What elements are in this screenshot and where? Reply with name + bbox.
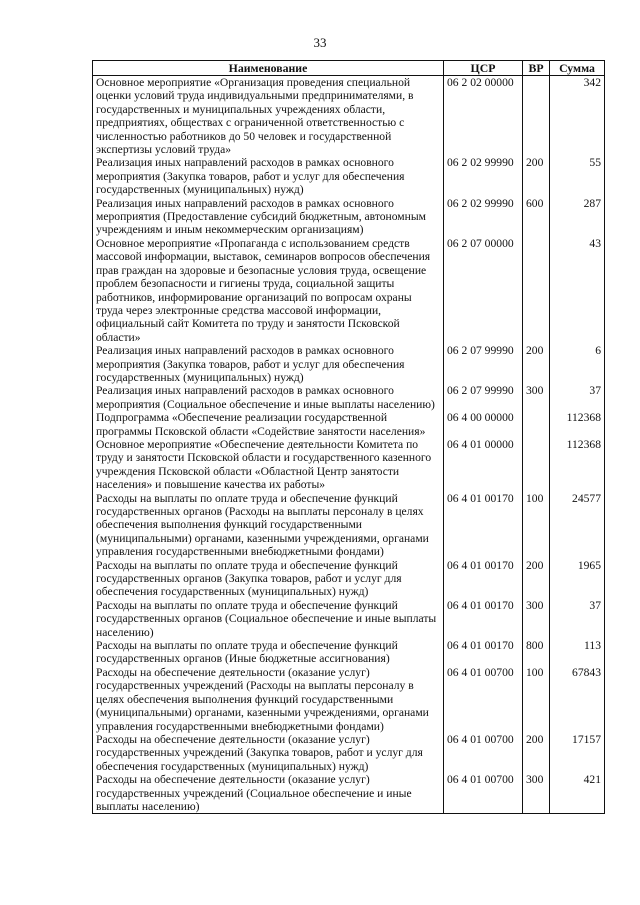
row-name: Расходы на обеспечение деятельности (оказание услуг) государственных учреждений (Закупка товаров, работ и услуг для обеспечения государственных (муниципальных) нужд) bbox=[93, 733, 444, 773]
row-csr: 06 2 07 99990 bbox=[444, 384, 523, 411]
page-number: 33 bbox=[313, 35, 327, 50]
row-name: Основное мероприятие «Обеспечение деятельности Комитета по труду и занятости Псковской области и государственного казенного учреждения Псковской области «Областной Центр занятости населения» и повышение качества их работы» bbox=[93, 438, 444, 492]
header-sum: Сумма bbox=[550, 61, 605, 76]
row-vr: 200 bbox=[523, 156, 550, 196]
row-name: Основное мероприятие «Организация проведения специальной оценки условий труда индивидуальными предпринимателями, в государственных и муниципальных учреждениях области, предприятиях, обществах с ограниченной ответственностью с численностью работников до 50 человек и государственной экспертизы условий труда» bbox=[93, 76, 444, 157]
header-vr: ВР bbox=[523, 61, 550, 76]
table-row bbox=[93, 197, 605, 237]
row-csr: 06 4 01 00170 bbox=[444, 492, 523, 559]
row-vr: 300 bbox=[523, 773, 550, 814]
row-csr: 06 2 07 99990 bbox=[444, 344, 523, 384]
row-name: Реализация иных направлений расходов в рамках основного мероприятия (Социальное обеспечение и иные выплаты населению) bbox=[93, 384, 444, 411]
table-body bbox=[93, 76, 605, 814]
row-csr: 06 4 01 00000 bbox=[444, 438, 523, 492]
row-sum: 43 bbox=[550, 237, 605, 344]
table-row bbox=[93, 666, 605, 733]
row-sum: 112368 bbox=[550, 438, 605, 492]
row-vr: 800 bbox=[523, 639, 550, 666]
row-vr: 600 bbox=[523, 197, 550, 237]
table-header-row bbox=[93, 61, 605, 76]
row-vr: 100 bbox=[523, 492, 550, 559]
table-row bbox=[93, 733, 605, 773]
row-sum: 37 bbox=[550, 599, 605, 639]
row-sum: 342 bbox=[550, 76, 605, 157]
row-sum: 37 bbox=[550, 384, 605, 411]
table-row bbox=[93, 773, 605, 814]
row-vr bbox=[523, 411, 550, 438]
row-sum: 112368 bbox=[550, 411, 605, 438]
table-row bbox=[93, 599, 605, 639]
row-name: Расходы на выплаты по оплате труда и обеспечение функций государственных органов (Закупка товаров, работ и услуг для обеспечения государственных (муниципальных) нужд) bbox=[93, 559, 444, 599]
table-row bbox=[93, 237, 605, 344]
table-row bbox=[93, 76, 605, 157]
row-name: Расходы на обеспечение деятельности (оказание услуг) государственных учреждений (Расходы на выплаты персоналу в целях обеспечения выполнения функций государственными (муниципальными) органами, казенными учреждениями, органами управления государственными внебюджетными фондами) bbox=[93, 666, 444, 733]
row-csr: 06 2 07 00000 bbox=[444, 237, 523, 344]
row-csr: 06 2 02 00000 bbox=[444, 76, 523, 157]
table-row bbox=[93, 438, 605, 492]
row-vr bbox=[523, 237, 550, 344]
row-vr: 300 bbox=[523, 599, 550, 639]
header-csr: ЦСР bbox=[444, 61, 523, 76]
row-vr: 200 bbox=[523, 733, 550, 773]
row-csr: 06 4 01 00170 bbox=[444, 639, 523, 666]
row-sum: 287 bbox=[550, 197, 605, 237]
row-vr: 300 bbox=[523, 384, 550, 411]
table-row bbox=[93, 156, 605, 196]
row-name: Расходы на выплаты по оплате труда и обеспечение функций государственных органов (Социальное обеспечение и иные выплаты населению) bbox=[93, 599, 444, 639]
row-sum: 113 bbox=[550, 639, 605, 666]
row-sum: 67843 bbox=[550, 666, 605, 733]
row-csr: 06 4 01 00700 bbox=[444, 666, 523, 733]
row-name: Основное мероприятие «Пропаганда с использованием средств массовой информации, выставок, семинаров вопросов обеспечения прав граждан на здоровые и безопасные условия труда, освещение проблем безопасности и гигиены труда, социальной защиты работников, информирование организаций по вопросам охраны труда через электронные средства массовой информации, официальный сайт Комитета по труду и занятости Псковской области» bbox=[93, 237, 444, 344]
row-name: Реализация иных направлений расходов в рамках основного мероприятия (Закупка товаров, работ и услуг для обеспечения государственных (муниципальных) нужд) bbox=[93, 344, 444, 384]
row-csr: 06 4 01 00700 bbox=[444, 773, 523, 814]
row-vr bbox=[523, 76, 550, 157]
table-row bbox=[93, 639, 605, 666]
row-csr: 06 4 00 00000 bbox=[444, 411, 523, 438]
row-name: Реализация иных направлений расходов в рамках основного мероприятия (Закупка товаров, работ и услуг для обеспечения государственных (муниципальных) нужд) bbox=[93, 156, 444, 196]
row-csr: 06 2 02 99990 bbox=[444, 197, 523, 237]
row-csr: 06 4 01 00170 bbox=[444, 599, 523, 639]
table-row bbox=[93, 559, 605, 599]
row-name: Расходы на обеспечение деятельности (оказание услуг) государственных учреждений (Социальное обеспечение и иные выплаты населению) bbox=[93, 773, 444, 814]
table-row bbox=[93, 344, 605, 384]
row-sum: 421 bbox=[550, 773, 605, 814]
row-vr: 200 bbox=[523, 344, 550, 384]
header-name: Наименование bbox=[93, 61, 444, 76]
table-row bbox=[93, 411, 605, 438]
budget-table bbox=[92, 60, 605, 814]
row-vr: 200 bbox=[523, 559, 550, 599]
row-name: Расходы на выплаты по оплате труда и обеспечение функций государственных органов (Расходы на выплаты персоналу в целях обеспечения выполнения функций государственными (муниципальными) органами, казенными учреждениями, органами управления государственными внебюджетными фондами) bbox=[93, 492, 444, 559]
row-sum: 55 bbox=[550, 156, 605, 196]
row-name: Подпрограмма «Обеспечение реализации государственной программы Псковской области «Содействие занятости населения» bbox=[93, 411, 444, 438]
row-sum: 6 bbox=[550, 344, 605, 384]
row-sum: 17157 bbox=[550, 733, 605, 773]
table-row bbox=[93, 492, 605, 559]
row-sum: 1965 bbox=[550, 559, 605, 599]
row-csr: 06 2 02 99990 bbox=[444, 156, 523, 196]
row-name: Расходы на выплаты по оплате труда и обеспечение функций государственных органов (Иные бюджетные ассигнования) bbox=[93, 639, 444, 666]
row-csr: 06 4 01 00170 bbox=[444, 559, 523, 599]
row-name: Реализация иных направлений расходов в рамках основного мероприятия (Предоставление субсидий бюджетным, автономным учреждениям и иным некоммерческим организациям) bbox=[93, 197, 444, 237]
table-row bbox=[93, 384, 605, 411]
row-csr: 06 4 01 00700 bbox=[444, 733, 523, 773]
row-vr: 100 bbox=[523, 666, 550, 733]
row-sum: 24577 bbox=[550, 492, 605, 559]
row-vr bbox=[523, 438, 550, 492]
